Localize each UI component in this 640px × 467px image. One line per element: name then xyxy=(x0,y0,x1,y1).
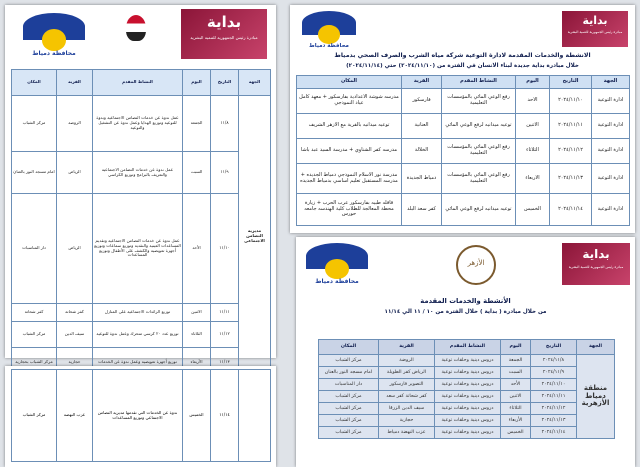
table-row xyxy=(297,164,630,194)
date-cell: ٢٠٢٤/١١/١٢ xyxy=(550,139,592,164)
table-row xyxy=(319,403,615,415)
damietta-governorate-logo: محافظة دمياط xyxy=(23,13,85,57)
date-cell: ٢٠٢٤/١١/١٢ xyxy=(531,403,577,415)
col-header-date: التاريخ xyxy=(531,340,577,355)
col-header-activity: النشاط المقدم xyxy=(435,340,501,355)
day-cell: الثلاثاء xyxy=(183,322,211,348)
date-cell: ٢٠٢٤/١١/١٠ xyxy=(531,379,577,391)
table-row xyxy=(297,194,630,226)
day-cell: الأحد xyxy=(183,194,211,304)
date-cell: ١١/١١ xyxy=(211,304,239,322)
date-cell: ٢٠٢٤/١١/١٣ xyxy=(550,164,592,194)
activity-cell: توزيع عدد ٢٠ كرسي متحرك وعمل ندوة للتوعية xyxy=(93,322,183,348)
place-cell: مركز الشباب xyxy=(319,403,379,415)
table-row xyxy=(319,355,615,367)
date-cell: ١١/٨ xyxy=(211,96,239,152)
day-cell: الثلاثاء xyxy=(501,403,531,415)
place-cell: مركز الشباب xyxy=(12,370,57,462)
col-header-place: المكان xyxy=(12,70,57,96)
village-cell: عزب النهضة xyxy=(57,370,93,462)
village-cell: سيف الدين الزرقا xyxy=(379,403,435,415)
village-cell: فارسكور xyxy=(402,89,442,114)
village-cell: سيف الدين xyxy=(57,322,93,348)
document-page-continuation xyxy=(5,366,276,467)
place-cell: مدرسه كفر الشناوي + مدرسة السيد عبد باشا xyxy=(297,139,402,164)
day-cell: الاثنين xyxy=(501,391,531,403)
village-cell: الرياض كفر الطويلة xyxy=(379,367,435,379)
table-row xyxy=(319,391,615,403)
table-row xyxy=(12,370,271,462)
azhar-emblem-text: الأزهر xyxy=(467,259,485,267)
table-row xyxy=(319,427,615,439)
activity-cell: دروس دينية وحلقات توعية xyxy=(435,403,501,415)
document-page-water-company xyxy=(290,5,635,233)
day-cell: الجمعة xyxy=(183,96,211,152)
damietta-governorate-logo: محافظة دمياط xyxy=(302,11,356,49)
place-cell: دار المناسبات xyxy=(319,379,379,391)
table-row xyxy=(319,415,615,427)
date-cell: ٢٠٢٤/١١/١٤ xyxy=(550,194,592,226)
date-cell: ١١/٩ xyxy=(211,152,239,194)
logo-arc-icon xyxy=(23,13,85,40)
table-row xyxy=(297,114,630,139)
date-cell: ١١/١٤ xyxy=(211,370,239,462)
place-cell: توعيه ميدانيه بالقرية مع الازهر الشريف xyxy=(297,114,402,139)
date-cell: ١١/١٢ xyxy=(211,322,239,348)
date-cell: ١١/١٣ xyxy=(211,348,239,378)
date-cell: ٢٠٢٤/١١/١٤ xyxy=(531,427,577,439)
col-header-day: اليوم xyxy=(183,70,211,96)
col-header-village: القرية xyxy=(379,340,435,355)
date-cell: ٢٠٢٤/١١/١٣ xyxy=(531,415,577,427)
activity-cell: عمل ندوة عن خدمات التضامن الاجتماعية وتقديم المساعدات العينية والنقدية وتوزيع سماعات وتوزيع أجهزة تعويضية والكشف على الأطفال وتوزيع المساعدات xyxy=(93,194,183,304)
place-cell: مدرسه شوشة الاعدادية بفارسكور + معهد كامل عياد النموذجي xyxy=(297,89,402,114)
azhar-activities-table xyxy=(318,339,615,439)
activity-cell: دروس دينية وحلقات توعية xyxy=(435,427,501,439)
bidaya-initiative-logo: بداية مبادرة رئيس الجمهورية للتنمية البشرية xyxy=(562,11,628,47)
logo-arc-icon xyxy=(302,11,356,35)
date-cell: ٢٠٢٤/١١/١١ xyxy=(550,114,592,139)
village-cell: كفر شحاتة xyxy=(57,304,93,322)
activity-cell: دروس دينية وحلقات توعية xyxy=(435,379,501,391)
col-header-place: المكان xyxy=(297,76,402,89)
date-cell: ٢٠٢٤/١١/١٠ xyxy=(550,89,592,114)
village-cell: العنانية xyxy=(402,114,442,139)
table-row xyxy=(12,304,271,322)
activity-cell: توعيه ميدانيه لرفع الوعي المائي xyxy=(442,114,516,139)
social-solidarity-activities-table-continued xyxy=(11,369,271,462)
activity-cell: دروس دينية وحلقات توعية xyxy=(435,415,501,427)
logo-arc-icon xyxy=(306,243,368,269)
village-cell: الروضة xyxy=(379,355,435,367)
entity-cell xyxy=(239,370,271,462)
entity-cell: ادارة التوعية xyxy=(592,89,630,114)
entity-cell: ادارة التوعية xyxy=(592,194,630,226)
date-cell: ٢٠٢٤/١١/٩ xyxy=(531,367,577,379)
col-header-place: المكان xyxy=(319,340,379,355)
day-cell: الأربعاء xyxy=(183,348,211,378)
day-cell: الأحد xyxy=(501,379,531,391)
day-cell: الثلاثاء xyxy=(516,139,550,164)
activity-cell: رفع الوعي المائي بالمؤسسات التعليمية xyxy=(442,164,516,194)
page-title: الانشطة والخدمات المقدمة لادارة التوعية شركة مياه الشرب والصرف الصحي بدمياط xyxy=(334,52,591,59)
place-cell: مركز الشباب xyxy=(319,391,379,403)
village-cell: الرياض xyxy=(57,194,93,304)
document-page-social-solidarity xyxy=(5,5,276,365)
col-header-date: التاريخ xyxy=(550,76,592,89)
place-cell: مركز الشباب xyxy=(12,96,57,152)
day-cell: الجمعة xyxy=(501,355,531,367)
place-cell: مركز الشباب xyxy=(319,427,379,439)
damietta-governorate-logo: محافظة دمياط xyxy=(306,243,368,285)
activity-cell: عمل ندوة عن خدمات التضامن الاجتماعية وندوة للتوعية وتوزيع الهدايا وعمل ندوة عن التشغيل والتوعية xyxy=(93,96,183,152)
day-cell: الاربعاء xyxy=(516,164,550,194)
place-cell: امام مسجد النور بالعنان xyxy=(12,152,57,194)
col-header-activity: النشاط المقدم xyxy=(93,70,183,96)
table-row xyxy=(319,379,615,391)
place-cell: مدرسة نور الاسلام النموذجي دمياط الجديده + مدرسه المستقبل تعليم اساسي بدمياط الجديده xyxy=(297,164,402,194)
page-subtitle: من خلال مبادرة ( بداية ) خلال الفترة من ١٠ / ١١ الي ١١/١٤ xyxy=(384,309,547,315)
entity-cell: منطقة دمياط الأزهرية xyxy=(577,355,615,439)
activity-cell: دروس دينية وحلقات توعية xyxy=(435,391,501,403)
village-cell: الروضة xyxy=(57,96,93,152)
activity-cell: توزيع الرائدات الاجتماعية على المنازل xyxy=(93,304,183,322)
table-row xyxy=(297,139,630,164)
activity-cell: توعيه ميدانيه لرفع الوعي المائي xyxy=(442,194,516,226)
table-row xyxy=(12,96,271,152)
col-header-day: اليوم xyxy=(516,76,550,89)
bidaya-initiative-logo: بداية مبادرة رئيس الجمهورية للتنمية البشرية xyxy=(181,9,267,59)
activity-cell: توزيع أجهزة تعويضية وعمل ندوة عن الخدمات xyxy=(93,348,183,378)
place-cell: قافله طبيه بفارسكور عرب الحرب + زيارة محطة المعالجة للطلاب كلية الهندسه جامعه حورس xyxy=(297,194,402,226)
village-cell: الخلالة xyxy=(402,139,442,164)
egypt-eagle-emblem xyxy=(117,15,155,59)
village-cell: كفر سعد البلد xyxy=(402,194,442,226)
village-cell: كفر شحاتة كفر سعد xyxy=(379,391,435,403)
day-cell: الاثنين xyxy=(183,304,211,322)
village-cell: عزب النهضة دمياط xyxy=(379,427,435,439)
place-cell: مركز الشباب xyxy=(319,415,379,427)
date-cell: ٢٠٢٤/١١/٨ xyxy=(531,355,577,367)
day-cell: السبت xyxy=(183,152,211,194)
activity-cell: دروس دينية وحلقات توعية xyxy=(435,367,501,379)
col-header-village: القرية xyxy=(402,76,442,89)
table-row xyxy=(297,89,630,114)
activity-cell: دروس دينية وحلقات توعية xyxy=(435,355,501,367)
document-page-azhar xyxy=(296,237,635,467)
village-cell: الرياض xyxy=(57,152,93,194)
azhar-emblem xyxy=(456,245,496,285)
place-cell: مركز الشباب xyxy=(319,355,379,367)
eagle-icon xyxy=(126,15,146,41)
entity-cell: مديرية التضامن الاجتماعي xyxy=(239,96,271,378)
village-cell: دمياط الجديدة xyxy=(402,164,442,194)
day-cell: الخميس xyxy=(516,194,550,226)
water-awareness-activities-table xyxy=(296,75,630,226)
day-cell: الاحد xyxy=(516,89,550,114)
table-row xyxy=(319,367,615,379)
col-header-entity: الجهة xyxy=(577,340,615,355)
village-cell: حجازية xyxy=(57,348,93,378)
place-cell: دار المناسبات xyxy=(12,194,57,304)
place-cell: مركز الشباب بحجازية xyxy=(12,348,57,378)
social-solidarity-activities-table xyxy=(11,69,271,378)
date-cell: ١١/١٠ xyxy=(211,194,239,304)
col-header-entity: الجهة xyxy=(592,76,630,89)
activity-cell: عمل ندوة عن خدمات التضامن الاجتماعية والتعريف بالبرامج وتوزيع الكراسي xyxy=(93,152,183,194)
day-cell: الخميس xyxy=(183,370,211,462)
col-header-activity: النشاط المقدم xyxy=(442,76,516,89)
table-row xyxy=(12,322,271,348)
col-header-village: القرية xyxy=(57,70,93,96)
page-title: الأنشطة والخدمات المقدمة xyxy=(420,297,511,305)
village-cell: التصوير فارسكور xyxy=(379,379,435,391)
place-cell: مركز الشباب xyxy=(12,322,57,348)
activity-cell: رفع الوعي المائي بالمؤسسات التعليمية xyxy=(442,89,516,114)
place-cell: امام مسجد النور بالعنان xyxy=(319,367,379,379)
day-cell: السبت xyxy=(501,367,531,379)
day-cell: الخميس xyxy=(501,427,531,439)
col-header-entity: الجهة xyxy=(239,70,271,96)
col-header-day: اليوم xyxy=(501,340,531,355)
entity-cell: ادارة التوعية xyxy=(592,164,630,194)
entity-cell: ادارة التوعية xyxy=(592,114,630,139)
table-row xyxy=(12,152,271,194)
page-subtitle: خلال مبادرة بداية جديدة لبناء الانسان في الفترة من (٢٠٢٤/١١/١٠) حتي (٢٠٢٤/١١/١٤) xyxy=(346,63,579,69)
activity-cell: رفع الوعي المائي بالمؤسسات التعليمية xyxy=(442,139,516,164)
place-cell: كفر شحاتة xyxy=(12,304,57,322)
activity-cell: ندوة عن الخدمات التي تقدمها مديرية التضامن الاجتماعي وتوزيع المساعدات xyxy=(93,370,183,462)
bidaya-initiative-logo: بداية مبادرة رئيس الجمهورية للتنمية البشرية xyxy=(562,243,630,285)
date-cell: ٢٠٢٤/١١/١١ xyxy=(531,391,577,403)
col-header-date: التاريخ xyxy=(211,70,239,96)
village-cell: حجازية xyxy=(379,415,435,427)
day-cell: الأربعاء xyxy=(501,415,531,427)
table-row xyxy=(12,194,271,304)
day-cell: الاثنين xyxy=(516,114,550,139)
entity-cell: ادارة التوعية xyxy=(592,139,630,164)
